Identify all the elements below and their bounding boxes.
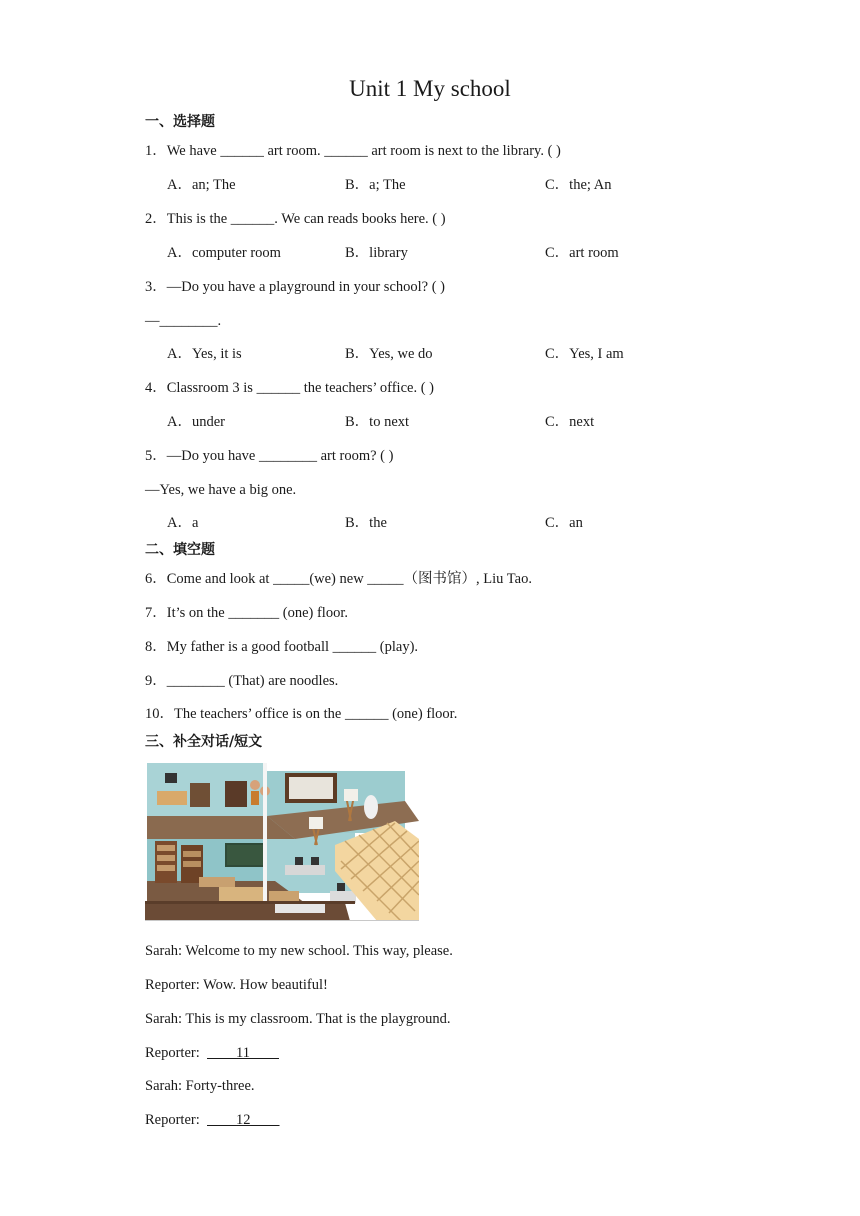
question-5-option-b: B．the — [345, 515, 387, 531]
question-3-option-a: A．Yes, it is — [167, 346, 242, 362]
question-3-option-b: B．Yes, we do — [345, 346, 433, 362]
school-building-illustration — [145, 761, 419, 921]
dialogue-line-5: Sarah: Forty-three. — [145, 1078, 255, 1094]
question-4-option-c: C．next — [545, 414, 595, 430]
question-5-answer-line: —Yes, we have a big one. — [145, 482, 297, 498]
answer-blank-11: 11 — [236, 1045, 250, 1061]
question-4-stem: 4．Classroom 3 is ______ the teachers’ office. ( ) — [145, 380, 434, 396]
question-7: 7．It’s on the _______ (one) floor. — [145, 605, 348, 621]
question-4-option-b: B．to next — [345, 414, 410, 430]
section-heading-choice: 一、选择题 — [145, 114, 215, 130]
question-10: 10．The teachers’ office is on the ______ (one) floor. — [145, 706, 458, 722]
dialogue-line-4 — [145, 1044, 279, 1062]
section-heading-dialogue: 三、补全对话/短文 — [145, 734, 263, 750]
question-4-option-a: A．under — [167, 414, 225, 430]
dialogue-line-1: Sarah: Welcome to my new school. This way, please. — [145, 943, 453, 959]
question-5-option-c: C．an — [545, 515, 583, 531]
question-1-option-c: C．the; An — [545, 177, 612, 193]
speaker-label: Reporter: — [145, 1045, 200, 1061]
question-8: 8．My father is a good football ______ (play). — [145, 639, 419, 655]
question-5-option-a: A．a — [167, 515, 199, 531]
question-5-stem: 5．—Do you have ________ art room? ( ) — [145, 448, 394, 464]
dialogue-line-3: Sarah: This is my classroom. That is the playground. — [145, 1011, 451, 1027]
question-1-stem: 1．We have ______ art room. ______ art room is next to the library. ( ) — [145, 143, 561, 159]
question-1-option-a: A．an; The — [167, 177, 236, 193]
question-1-option-b: B．a; The — [345, 177, 406, 193]
question-3-option-c: C．Yes, I am — [545, 346, 624, 362]
question-2-option-a: A．computer room — [167, 245, 281, 261]
question-3-stem: 3．—Do you have a playground in your school? ( ) — [145, 279, 446, 295]
page-title: Unit 1 My school — [349, 76, 511, 101]
question-3-answer-line: —________. — [145, 313, 222, 329]
question-2-option-b: B．library — [345, 245, 408, 261]
question-9: 9．________ (That) are noodles. — [145, 673, 339, 689]
illustration-baseline — [145, 920, 419, 921]
section-heading-fill: 二、填空题 — [145, 542, 215, 558]
question-2-option-c: C．art room — [545, 245, 619, 261]
answer-blank-12: 12 — [236, 1112, 251, 1128]
speaker-label: Reporter: — [145, 1112, 200, 1128]
question-6: 6．Come and look at _____(we) new _____（图书馆）, Liu Tao. — [145, 571, 532, 587]
dialogue-line-2: Reporter: Wow. How beautiful! — [145, 977, 328, 993]
question-2-stem: 2．This is the ______. We can reads books here. ( ) — [145, 211, 446, 227]
dialogue-line-6 — [145, 1111, 280, 1129]
